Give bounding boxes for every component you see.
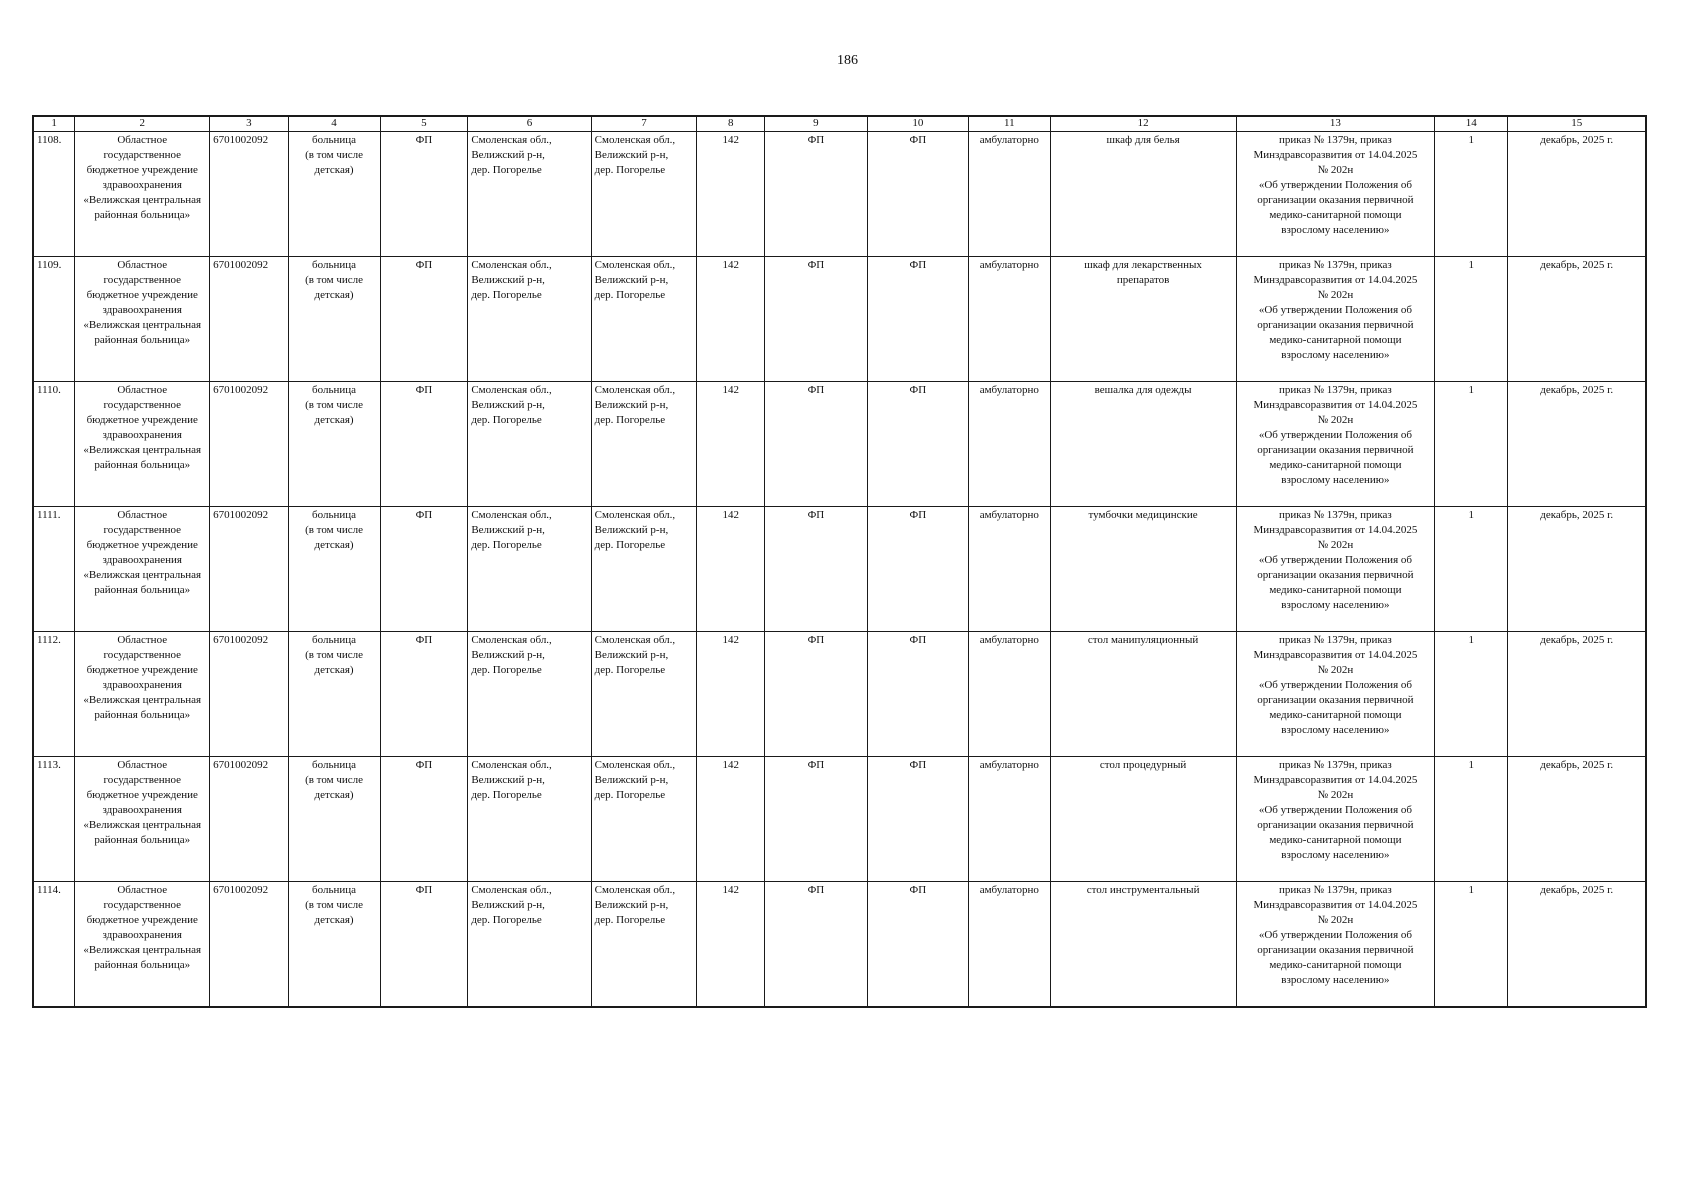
institution-line: Областное: [117, 259, 168, 271]
table-row: [33, 257, 1646, 382]
institution-line: государственное: [103, 899, 181, 911]
equipment-cell: [1050, 632, 1236, 757]
basis-line: взрослому населению»: [1281, 474, 1390, 486]
equipment-line: стол процедурный: [1099, 759, 1187, 771]
equipment-table-container: [32, 115, 1647, 1008]
equipment-cell: [1050, 132, 1236, 257]
population-cell: 142: [697, 882, 765, 1007]
address-actual-line: Смоленская обл.,: [594, 759, 676, 771]
legal-address-cell: [468, 507, 591, 632]
address-legal-line: Велижский р-н,: [471, 399, 545, 411]
institution-cell: [75, 257, 210, 382]
legal-basis-cell: [1236, 132, 1435, 257]
address-actual-line: дер. Погорелье: [594, 789, 666, 801]
institution-line: Областное: [117, 384, 168, 396]
address-actual-line: Велижский р-н,: [594, 149, 669, 161]
column-number-13: 13: [1236, 116, 1435, 132]
facility-type-cell: [288, 382, 380, 507]
population-cell: 142: [697, 757, 765, 882]
row-number-cell: 1112.: [33, 632, 75, 757]
basis-line: Минздравсоразвития от 14.04.2025: [1253, 399, 1418, 411]
population-cell: 142: [697, 632, 765, 757]
institution-line: «Велижская центральная: [83, 944, 202, 956]
deadline-cell: декабрь, 2025 г.: [1508, 257, 1646, 382]
table-row: [33, 757, 1646, 882]
population-cell: 142: [697, 257, 765, 382]
legal-address-cell: [468, 632, 591, 757]
basis-line: медико-санитарной помощи: [1269, 459, 1402, 471]
institution-line: бюджетное учреждение: [86, 539, 198, 551]
basis-line: медико-санитарной помощи: [1269, 834, 1402, 846]
column-number-15: 15: [1508, 116, 1646, 132]
unit-cell: ФП: [380, 882, 468, 1007]
institution-line: «Велижская центральная: [83, 194, 202, 206]
institution-line: бюджетное учреждение: [86, 289, 198, 301]
population-cell: 142: [697, 382, 765, 507]
equipment-line: препаратов: [1116, 274, 1170, 286]
address-legal-line: дер. Погорелье: [471, 789, 542, 801]
type-line: (в том числе: [305, 774, 364, 786]
institution-line: государственное: [103, 274, 181, 286]
column-9-cell: ФП: [765, 757, 867, 882]
care-form-cell: амбулаторно: [969, 757, 1051, 882]
address-legal-line: Смоленская обл.,: [471, 759, 552, 771]
actual-address-cell: [591, 132, 697, 257]
address-legal-line: Смоленская обл.,: [471, 634, 552, 646]
institution-line: Областное: [117, 634, 168, 646]
address-actual-line: Смоленская обл.,: [594, 634, 676, 646]
basis-line: № 202н: [1317, 414, 1354, 426]
basis-line: взрослому населению»: [1281, 599, 1390, 611]
deadline-cell: декабрь, 2025 г.: [1508, 757, 1646, 882]
address-actual-line: дер. Погорелье: [594, 414, 666, 426]
institution-line: бюджетное учреждение: [86, 164, 198, 176]
care-form-cell: амбулаторно: [969, 132, 1051, 257]
basis-line: организации оказания первичной: [1257, 569, 1414, 581]
basis-line: приказ № 1379н, приказ: [1279, 259, 1392, 271]
address-legal-line: Велижский р-н,: [471, 149, 545, 161]
address-actual-line: Велижский р-н,: [594, 524, 669, 536]
type-line: (в том числе: [305, 399, 364, 411]
facility-type-cell: [288, 257, 380, 382]
basis-line: взрослому населению»: [1281, 974, 1390, 986]
column-number-10: 10: [867, 116, 968, 132]
address-legal-line: Смоленская обл.,: [471, 259, 552, 271]
table-row: [33, 382, 1646, 507]
column-10-cell: ФП: [867, 132, 968, 257]
basis-line: «Об утверждении Положения об: [1258, 804, 1412, 816]
inn-cell: 6701002092: [210, 257, 288, 382]
type-line: детская): [314, 289, 354, 301]
address-legal-line: Велижский р-н,: [471, 649, 545, 661]
column-number-2: 2: [75, 116, 210, 132]
institution-cell: [75, 632, 210, 757]
column-9-cell: ФП: [765, 257, 867, 382]
address-actual-line: дер. Погорелье: [594, 539, 666, 551]
institution-line: «Велижская центральная: [83, 319, 202, 331]
type-line: (в том числе: [305, 524, 364, 536]
address-legal-line: Смоленская обл.,: [471, 384, 552, 396]
unit-cell: ФП: [380, 132, 468, 257]
basis-line: приказ № 1379н, приказ: [1279, 134, 1392, 146]
type-line: больница: [312, 759, 357, 771]
legal-address-cell: [468, 382, 591, 507]
institution-cell: [75, 382, 210, 507]
type-line: (в том числе: [305, 274, 364, 286]
basis-line: медико-санитарной помощи: [1269, 584, 1402, 596]
address-legal-line: Смоленская обл.,: [471, 134, 552, 146]
legal-basis-cell: [1236, 757, 1435, 882]
basis-line: организации оказания первичной: [1257, 444, 1414, 456]
legal-basis-cell: [1236, 257, 1435, 382]
inn-cell: 6701002092: [210, 882, 288, 1007]
column-number-3: 3: [210, 116, 288, 132]
institution-line: «Велижская центральная: [83, 444, 202, 456]
basis-line: № 202н: [1317, 664, 1354, 676]
type-line: детская): [314, 914, 354, 926]
type-line: детская): [314, 789, 354, 801]
basis-line: взрослому населению»: [1281, 349, 1390, 361]
institution-line: районная больница»: [94, 834, 191, 846]
unit-cell: ФП: [380, 632, 468, 757]
table-row: [33, 882, 1646, 1007]
quantity-cell: 1: [1435, 132, 1508, 257]
page-number: 186: [837, 53, 858, 68]
institution-line: здравоохранения: [102, 929, 182, 941]
legal-address-cell: [468, 882, 591, 1007]
basis-line: «Об утверждении Положения об: [1258, 304, 1412, 316]
quantity-cell: 1: [1435, 382, 1508, 507]
legal-basis-cell: [1236, 882, 1435, 1007]
address-legal-line: Велижский р-н,: [471, 899, 545, 911]
equipment-cell: [1050, 507, 1236, 632]
basis-line: «Об утверждении Положения об: [1258, 929, 1412, 941]
legal-address-cell: [468, 257, 591, 382]
column-number-14: 14: [1435, 116, 1508, 132]
address-actual-line: дер. Погорелье: [594, 289, 666, 301]
institution-line: районная больница»: [94, 209, 191, 221]
type-line: больница: [312, 634, 357, 646]
quantity-cell: 1: [1435, 632, 1508, 757]
table-body: [33, 132, 1646, 1007]
equipment-cell: [1050, 382, 1236, 507]
address-actual-line: Велижский р-н,: [594, 399, 669, 411]
basis-line: взрослому населению»: [1281, 724, 1390, 736]
institution-line: районная больница»: [94, 334, 191, 346]
institution-cell: [75, 757, 210, 882]
institution-line: бюджетное учреждение: [86, 789, 198, 801]
care-form-cell: амбулаторно: [969, 632, 1051, 757]
column-10-cell: ФП: [867, 757, 968, 882]
row-number-cell: 1114.: [33, 882, 75, 1007]
table-row: [33, 132, 1646, 257]
type-line: детская): [314, 414, 354, 426]
inn-cell: 6701002092: [210, 132, 288, 257]
row-number-cell: 1113.: [33, 757, 75, 882]
institution-line: Областное: [117, 134, 168, 146]
actual-address-cell: [591, 257, 697, 382]
population-cell: 142: [697, 507, 765, 632]
actual-address-cell: [591, 632, 697, 757]
institution-line: здравоохранения: [102, 304, 182, 316]
facility-type-cell: [288, 507, 380, 632]
type-line: больница: [312, 384, 357, 396]
address-actual-line: Велижский р-н,: [594, 649, 669, 661]
basis-line: Минздравсоразвития от 14.04.2025: [1253, 774, 1418, 786]
equipment-line: шкаф для белья: [1106, 134, 1180, 146]
table-row: [33, 507, 1646, 632]
column-10-cell: ФП: [867, 382, 968, 507]
basis-line: № 202н: [1317, 914, 1354, 926]
basis-line: взрослому населению»: [1281, 224, 1390, 236]
care-form-cell: амбулаторно: [969, 507, 1051, 632]
basis-line: организации оказания первичной: [1257, 194, 1414, 206]
basis-line: «Об утверждении Положения об: [1258, 429, 1412, 441]
column-number-11: 11: [969, 116, 1051, 132]
institution-line: здравоохранения: [102, 804, 182, 816]
inn-cell: 6701002092: [210, 382, 288, 507]
basis-line: Минздравсоразвития от 14.04.2025: [1253, 274, 1418, 286]
legal-basis-cell: [1236, 507, 1435, 632]
row-number-cell: 1111.: [33, 507, 75, 632]
basis-line: взрослому населению»: [1281, 849, 1390, 861]
actual-address-cell: [591, 757, 697, 882]
address-actual-line: Велижский р-н,: [594, 899, 669, 911]
column-number-5: 5: [380, 116, 468, 132]
column-number-1: 1: [33, 116, 75, 132]
equipment-line: стол инструментальный: [1086, 884, 1200, 896]
institution-line: районная больница»: [94, 959, 191, 971]
basis-line: медико-санитарной помощи: [1269, 959, 1402, 971]
row-number-cell: 1109.: [33, 257, 75, 382]
basis-line: организации оказания первичной: [1257, 819, 1414, 831]
row-number-cell: 1108.: [33, 132, 75, 257]
institution-line: бюджетное учреждение: [86, 914, 198, 926]
institution-line: здравоохранения: [102, 179, 182, 191]
address-legal-line: Велижский р-н,: [471, 774, 545, 786]
institution-line: «Велижская центральная: [83, 569, 202, 581]
address-legal-line: Велижский р-н,: [471, 274, 545, 286]
basis-line: Минздравсоразвития от 14.04.2025: [1253, 899, 1418, 911]
equipment-line: шкаф для лекарственных: [1084, 259, 1202, 271]
unit-cell: ФП: [380, 757, 468, 882]
care-form-cell: амбулаторно: [969, 382, 1051, 507]
institution-line: государственное: [103, 399, 181, 411]
address-actual-line: Смоленская обл.,: [594, 884, 676, 896]
equipment-line: вешалка для одежды: [1094, 384, 1192, 396]
row-number-cell: 1110.: [33, 382, 75, 507]
column-9-cell: ФП: [765, 507, 867, 632]
type-line: больница: [312, 259, 357, 271]
equipment-table: [32, 115, 1647, 1008]
deadline-cell: декабрь, 2025 г.: [1508, 382, 1646, 507]
legal-basis-cell: [1236, 382, 1435, 507]
institution-line: государственное: [103, 524, 181, 536]
basis-line: «Об утверждении Положения об: [1258, 679, 1412, 691]
table-row: [33, 632, 1646, 757]
address-legal-line: Смоленская обл.,: [471, 884, 552, 896]
address-actual-line: дер. Погорелье: [594, 914, 666, 926]
unit-cell: ФП: [380, 257, 468, 382]
column-10-cell: ФП: [867, 257, 968, 382]
equipment-cell: [1050, 757, 1236, 882]
institution-line: государственное: [103, 774, 181, 786]
column-number-6: 6: [468, 116, 591, 132]
institution-line: государственное: [103, 649, 181, 661]
institution-line: здравоохранения: [102, 429, 182, 441]
column-10-cell: ФП: [867, 632, 968, 757]
basis-line: № 202н: [1317, 289, 1354, 301]
institution-cell: [75, 882, 210, 1007]
column-9-cell: ФП: [765, 132, 867, 257]
basis-line: организации оказания первичной: [1257, 944, 1414, 956]
institution-line: «Велижская центральная: [83, 819, 202, 831]
type-line: детская): [314, 539, 354, 551]
institution-cell: [75, 507, 210, 632]
type-line: детская): [314, 164, 354, 176]
column-number-9: 9: [765, 116, 867, 132]
institution-line: государственное: [103, 149, 181, 161]
institution-line: районная больница»: [94, 709, 191, 721]
equipment-cell: [1050, 257, 1236, 382]
quantity-cell: 1: [1435, 257, 1508, 382]
address-legal-line: Смоленская обл.,: [471, 509, 552, 521]
address-legal-line: дер. Погорелье: [471, 164, 542, 176]
equipment-cell: [1050, 882, 1236, 1007]
care-form-cell: амбулаторно: [969, 257, 1051, 382]
basis-line: медико-санитарной помощи: [1269, 209, 1402, 221]
type-line: (в том числе: [305, 899, 364, 911]
basis-line: приказ № 1379н, приказ: [1279, 384, 1392, 396]
institution-line: районная больница»: [94, 584, 191, 596]
basis-line: приказ № 1379н, приказ: [1279, 509, 1392, 521]
column-10-cell: ФП: [867, 507, 968, 632]
institution-line: бюджетное учреждение: [86, 664, 198, 676]
unit-cell: ФП: [380, 507, 468, 632]
institution-line: здравоохранения: [102, 679, 182, 691]
quantity-cell: 1: [1435, 882, 1508, 1007]
actual-address-cell: [591, 882, 697, 1007]
institution-line: Областное: [117, 759, 168, 771]
basis-line: организации оказания первичной: [1257, 694, 1414, 706]
inn-cell: 6701002092: [210, 507, 288, 632]
column-number-4: 4: [288, 116, 380, 132]
column-number-row: [33, 116, 1646, 132]
basis-line: организации оказания первичной: [1257, 319, 1414, 331]
equipment-line: стол манипуляционный: [1087, 634, 1199, 646]
address-legal-line: дер. Погорелье: [471, 914, 542, 926]
address-legal-line: дер. Погорелье: [471, 664, 542, 676]
address-actual-line: дер. Погорелье: [594, 664, 666, 676]
facility-type-cell: [288, 757, 380, 882]
basis-line: приказ № 1379н, приказ: [1279, 634, 1392, 646]
basis-line: № 202н: [1317, 789, 1354, 801]
institution-line: Областное: [117, 509, 168, 521]
actual-address-cell: [591, 507, 697, 632]
address-actual-line: Смоленская обл.,: [594, 259, 676, 271]
type-line: (в том числе: [305, 149, 364, 161]
institution-line: районная больница»: [94, 459, 191, 471]
population-cell: 142: [697, 132, 765, 257]
institution-line: здравоохранения: [102, 554, 182, 566]
deadline-cell: декабрь, 2025 г.: [1508, 632, 1646, 757]
quantity-cell: 1: [1435, 757, 1508, 882]
address-legal-line: дер. Погорелье: [471, 539, 542, 551]
deadline-cell: декабрь, 2025 г.: [1508, 507, 1646, 632]
type-line: больница: [312, 884, 357, 896]
address-actual-line: Смоленская обл.,: [594, 384, 676, 396]
column-number-12: 12: [1050, 116, 1236, 132]
type-line: детская): [314, 664, 354, 676]
address-actual-line: Смоленская обл.,: [594, 509, 676, 521]
basis-line: Минздравсоразвития от 14.04.2025: [1253, 524, 1418, 536]
address-actual-line: Велижский р-н,: [594, 774, 669, 786]
basis-line: № 202н: [1317, 539, 1354, 551]
column-number-7: 7: [591, 116, 697, 132]
column-9-cell: ФП: [765, 382, 867, 507]
column-10-cell: ФП: [867, 882, 968, 1007]
address-actual-line: Велижский р-н,: [594, 274, 669, 286]
institution-line: Областное: [117, 884, 168, 896]
institution-line: «Велижская центральная: [83, 694, 202, 706]
column-9-cell: ФП: [765, 632, 867, 757]
quantity-cell: 1: [1435, 507, 1508, 632]
address-actual-line: Смоленская обл.,: [594, 134, 676, 146]
legal-address-cell: [468, 757, 591, 882]
basis-line: приказ № 1379н, приказ: [1279, 884, 1392, 896]
unit-cell: ФП: [380, 382, 468, 507]
equipment-line: тумбочки медицинские: [1088, 509, 1198, 521]
type-line: больница: [312, 509, 357, 521]
address-legal-line: Велижский р-н,: [471, 524, 545, 536]
column-9-cell: ФП: [765, 882, 867, 1007]
facility-type-cell: [288, 132, 380, 257]
basis-line: приказ № 1379н, приказ: [1279, 759, 1392, 771]
basis-line: медико-санитарной помощи: [1269, 334, 1402, 346]
address-legal-line: дер. Погорелье: [471, 414, 542, 426]
address-legal-line: дер. Погорелье: [471, 289, 542, 301]
column-number-8: 8: [697, 116, 765, 132]
basis-line: медико-санитарной помощи: [1269, 709, 1402, 721]
type-line: больница: [312, 134, 357, 146]
actual-address-cell: [591, 382, 697, 507]
facility-type-cell: [288, 882, 380, 1007]
care-form-cell: амбулаторно: [969, 882, 1051, 1007]
institution-cell: [75, 132, 210, 257]
type-line: (в том числе: [305, 649, 364, 661]
inn-cell: 6701002092: [210, 632, 288, 757]
basis-line: «Об утверждении Положения об: [1258, 554, 1412, 566]
inn-cell: 6701002092: [210, 757, 288, 882]
address-actual-line: дер. Погорелье: [594, 164, 666, 176]
facility-type-cell: [288, 632, 380, 757]
basis-line: Минздравсоразвития от 14.04.2025: [1253, 149, 1418, 161]
deadline-cell: декабрь, 2025 г.: [1508, 132, 1646, 257]
basis-line: № 202н: [1317, 164, 1354, 176]
legal-basis-cell: [1236, 632, 1435, 757]
institution-line: бюджетное учреждение: [86, 414, 198, 426]
legal-address-cell: [468, 132, 591, 257]
basis-line: «Об утверждении Положения об: [1258, 179, 1412, 191]
basis-line: Минздравсоразвития от 14.04.2025: [1253, 649, 1418, 661]
deadline-cell: декабрь, 2025 г.: [1508, 882, 1646, 1007]
